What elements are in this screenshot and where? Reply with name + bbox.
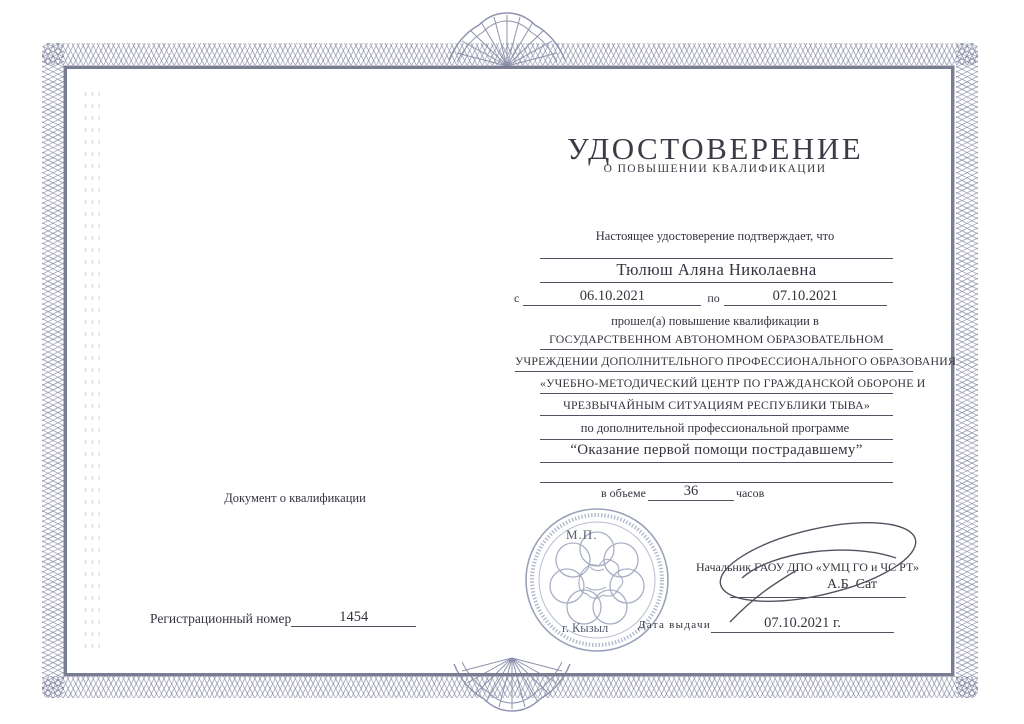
registration-label: Регистрационный номер <box>150 611 292 626</box>
scan-noise <box>82 88 100 654</box>
guilloche-border-left <box>42 43 64 698</box>
volume-label: в объеме <box>601 486 646 500</box>
signature-rule <box>730 597 906 598</box>
confirmation-text: Настоящее удостоверение подтверждает, что <box>595 229 835 243</box>
rule-above-name <box>540 258 893 259</box>
hours-label: часов <box>735 486 765 500</box>
training-period <box>514 288 887 306</box>
seal-city-label: г. Кызыл <box>562 621 609 635</box>
to-label: по <box>707 291 720 305</box>
completed-line: прошел(а) повышение квалификации в <box>611 314 819 328</box>
issue-date-label: Дата выдачи <box>638 619 712 631</box>
guilloche-border-right <box>956 43 978 698</box>
holder-name: Тюлюш Аляна Николаевна <box>540 260 893 283</box>
organization-line: УЧРЕЖДЕНИИ ДОПОЛНИТЕЛЬНОГО ПРОФЕССИОНАЛЬНОГО ОБРАЗОВАНИЯ <box>515 354 913 372</box>
organization-line: ГОСУДАРСТВЕННОМ АВТОНОМНОМ ОБРАЗОВАТЕЛЬНОМ <box>540 332 893 350</box>
certificate-subtitle: О ПОВЫШЕНИИ КВАЛИФИКАЦИИ <box>603 163 827 175</box>
from-date: 06.10.2021 <box>523 288 701 306</box>
certificate-title: УДОСТОВЕРЕНИЕ <box>566 131 864 166</box>
to-date: 07.10.2021 <box>724 288 887 306</box>
registration-number: 1454 <box>291 609 416 627</box>
organization-line: «УЧЕБНО-МЕТОДИЧЕСКИЙ ЦЕНТР ПО ГРАЖДАНСКОЙ ОБОРОНЕ И <box>540 376 893 394</box>
volume-hours: 36 <box>648 483 734 501</box>
organization-line: ЧРЕЗВЫЧАЙНЫМ СИТУАЦИЯМ РЕСПУБЛИКИ ТЫВА» <box>540 398 893 416</box>
border-ornament-top-icon <box>437 6 577 68</box>
issue-date-row <box>638 615 894 633</box>
from-label: с <box>514 291 520 305</box>
head-title: Начальник ГАОУ ДПО «УМЦ ГО и ЧС РТ» <box>695 560 920 574</box>
registration-row <box>150 609 416 627</box>
rule-above-program <box>540 439 893 440</box>
issue-date-value: 07.10.2021 г. <box>711 615 894 633</box>
program-label: по дополнительной профессиональной программе <box>580 421 850 435</box>
head-name: А.Б. Сат <box>827 577 877 592</box>
document-type: Документ о квалификации <box>224 491 366 505</box>
program-name: “Оказание первой помощи пострадавшему” <box>540 442 893 463</box>
seal-mp-label: М.П. <box>566 527 598 542</box>
volume-row <box>601 483 764 501</box>
